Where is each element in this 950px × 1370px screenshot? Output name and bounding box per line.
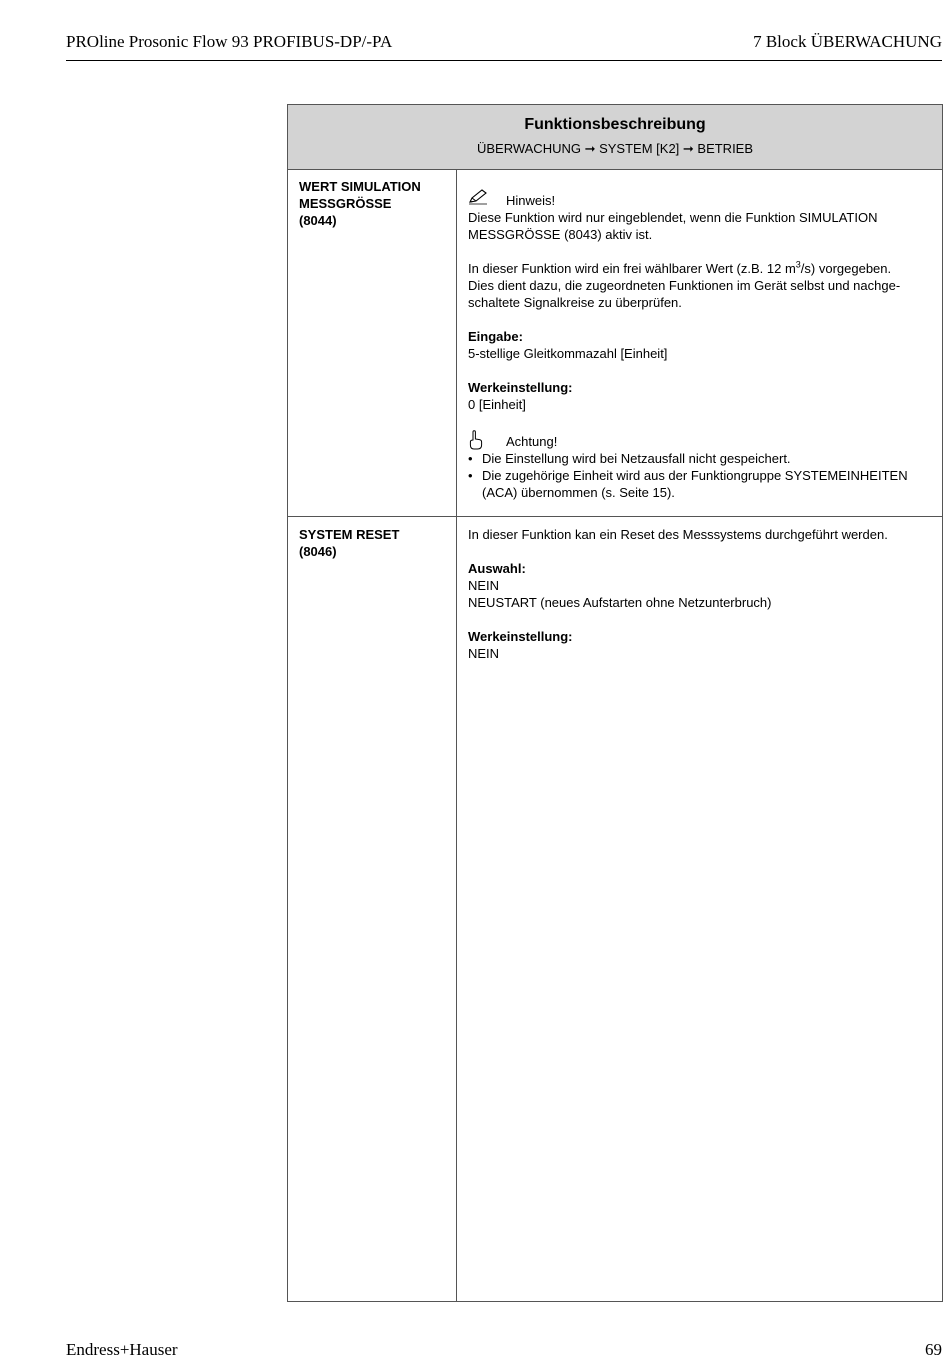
description-text: In dieser Funktion wird ein frei wählbarer Wert (z.B. 12 $m^3/s$) vorgegeben. Dies dient dazu, die zugeordneten Funktionen im Gerät selbst und nachge- schaltete Signalkreise zu überprüfen.: [468, 259, 901, 310]
function-table: [287, 104, 943, 1302]
note-label: Hinweis!: [506, 193, 556, 208]
default-value: NEIN: [468, 646, 500, 661]
default-value: 0 [Einheit]: [468, 397, 526, 412]
input-label: Eingabe:: [468, 329, 523, 344]
company-name: Endress+Hauser: [66, 1340, 178, 1359]
pointing-hand-icon: [468, 430, 484, 450]
function-description-8046: [468, 526, 933, 662]
selection-option: NEUSTART (neues Aufstarten ohne Netzunterbruch): [468, 595, 772, 610]
selection-option: NEIN: [468, 578, 500, 593]
table-header: [288, 105, 942, 170]
page-header: [66, 30, 942, 61]
selection-label: Auswahl:: [468, 561, 526, 576]
function-description-8044: [468, 189, 933, 501]
page-number: 69: [925, 1340, 942, 1359]
caution-bullet: • Die zugehörige Einheit wird aus der Funktiongruppe SYSTEMEINHEITEN (ACA) übernommen (s. Seite 15).: [468, 467, 933, 501]
input-value: 5-stellige Gleitkommazahl [Einheit]: [468, 346, 668, 361]
caution-bullet: • Die Einstellung wird bei Netzausfall nicht gespeichert.: [468, 450, 933, 467]
row-divider: [288, 516, 942, 517]
pencil-icon: [468, 189, 488, 205]
table-title: Funktionsbeschreibung: [524, 116, 706, 133]
note-text: Diese Funktion wird nur eingeblendet, wenn die Funktion SIMULATION MESSGRÖSSE (8043) aktiv ist.: [468, 210, 878, 242]
chapter-title: 7 Block ÜBERWACHUNG: [753, 32, 942, 51]
function-name-8044: WERT SIMULATION MESSGRÖSSE (8044): [299, 179, 421, 228]
function-name-8046: SYSTEM RESET (8046): [299, 527, 400, 559]
default-label: Werkeinstellung:: [468, 380, 573, 395]
default-label: Werkeinstellung:: [468, 629, 573, 644]
caution-label: Achtung!: [506, 434, 558, 449]
caution-header: [468, 430, 933, 450]
column-divider: [456, 169, 457, 1301]
document-title: PROline Prosonic Flow 93 PROFIBUS-DP/-PA: [66, 32, 393, 51]
menu-path: ÜBERWACHUNG ➞ SYSTEM [K2] ➞ BETRIEB: [476, 141, 754, 156]
note-header: [468, 189, 933, 209]
description-text: In dieser Funktion kan ein Reset des Messsystems durchgeführt werden.: [468, 527, 888, 542]
